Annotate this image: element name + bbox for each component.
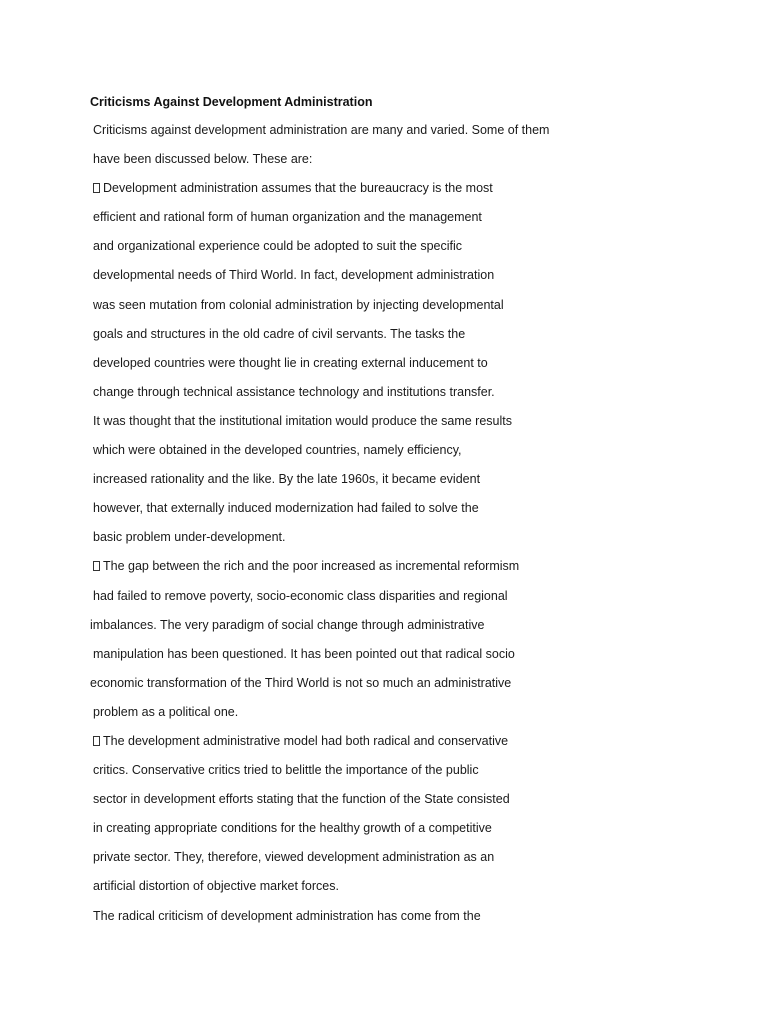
line-text: manipulation has been questioned. It has been pointed out that radical socio xyxy=(93,646,515,661)
paragraph-line xyxy=(0,760,768,789)
line-text: which were obtained in the developed countries, namely efficiency, xyxy=(93,443,462,458)
document-body xyxy=(0,120,768,935)
line-text: basic problem under-development. xyxy=(93,530,286,545)
paragraph-line xyxy=(0,324,768,353)
line-text: sector in development efforts stating that the function of the State consisted xyxy=(93,792,510,807)
line-text: critics. Conservative critics tried to belittle the importance of the public xyxy=(93,763,479,778)
line-text: goals and structures in the old cadre of civil servants. The tasks the xyxy=(93,326,466,341)
paragraph-line xyxy=(0,353,768,382)
paragraph-line xyxy=(0,265,768,294)
line-text: increased rationality and the like. By the late 1960s, it became evident xyxy=(93,472,481,487)
paragraph-line xyxy=(0,469,768,498)
paragraph-line xyxy=(0,673,768,702)
line-text: The radical criticism of development administration has come from the xyxy=(93,908,481,923)
paragraph-line xyxy=(0,440,768,469)
paragraph-line xyxy=(0,615,768,644)
document-heading: Criticisms Against Development Administration xyxy=(90,95,373,109)
line-text: was seen mutation from colonial administration by injecting developmental xyxy=(93,297,504,312)
paragraph-line xyxy=(0,149,768,178)
paragraph-line xyxy=(0,789,768,818)
line-text: Criticisms against development administration are many and varied. Some of them xyxy=(93,123,550,137)
missing-glyph-bullet-icon xyxy=(93,736,100,746)
paragraph-line xyxy=(0,702,768,731)
line-text: Development administration assumes that the bureaucracy is the most xyxy=(103,181,493,196)
paragraph-line xyxy=(0,847,768,876)
paragraph-line xyxy=(0,411,768,440)
bullet-paragraph-line xyxy=(0,731,768,760)
paragraph-line xyxy=(0,906,768,935)
paragraph-line xyxy=(0,120,768,149)
paragraph-line xyxy=(0,876,768,905)
paragraph-line xyxy=(0,644,768,673)
line-text: artificial distortion of objective market forces. xyxy=(93,879,339,894)
line-text: in creating appropriate conditions for the healthy growth of a competitive xyxy=(93,821,492,836)
line-text: had failed to remove poverty, socio-economic class disparities and regional xyxy=(93,588,508,603)
line-text: economic transformation of the Third World is not so much an administrative xyxy=(90,675,512,690)
line-text: have been discussed below. These are: xyxy=(93,152,313,167)
bullet-paragraph-line xyxy=(0,178,768,207)
line-text: change through technical assistance technology and institutions transfer. xyxy=(93,384,495,399)
line-text: and organizational experience could be adopted to suit the specific xyxy=(93,239,463,254)
line-text: The development administrative model had both radical and conservative xyxy=(103,733,509,748)
paragraph-line xyxy=(0,295,768,324)
line-text: efficient and rational form of human organization and the management xyxy=(93,210,482,225)
line-text: private sector. They, therefore, viewed development administration as an xyxy=(93,850,495,865)
line-text: however, that externally induced modernization had failed to solve the xyxy=(93,501,479,516)
paragraph-line xyxy=(0,586,768,615)
line-text: It was thought that the institutional imitation would produce the same results xyxy=(93,413,512,428)
line-text: developmental needs of Third World. In fact, development administration xyxy=(93,268,495,283)
paragraph-line xyxy=(0,527,768,556)
paragraph-line xyxy=(0,236,768,265)
paragraph-line xyxy=(0,207,768,236)
paragraph-line xyxy=(0,382,768,411)
line-text: developed countries were thought lie in creating external inducement to xyxy=(93,355,488,370)
line-text: The gap between the rich and the poor increased as incremental reformism xyxy=(103,559,520,574)
paragraph-line xyxy=(0,818,768,847)
missing-glyph-bullet-icon xyxy=(93,183,100,193)
paragraph-line xyxy=(0,498,768,527)
missing-glyph-bullet-icon xyxy=(93,561,100,571)
line-text: problem as a political one. xyxy=(93,704,239,719)
line-text: imbalances. The very paradigm of social change through administrative xyxy=(90,617,485,632)
bullet-paragraph-line xyxy=(0,556,768,585)
